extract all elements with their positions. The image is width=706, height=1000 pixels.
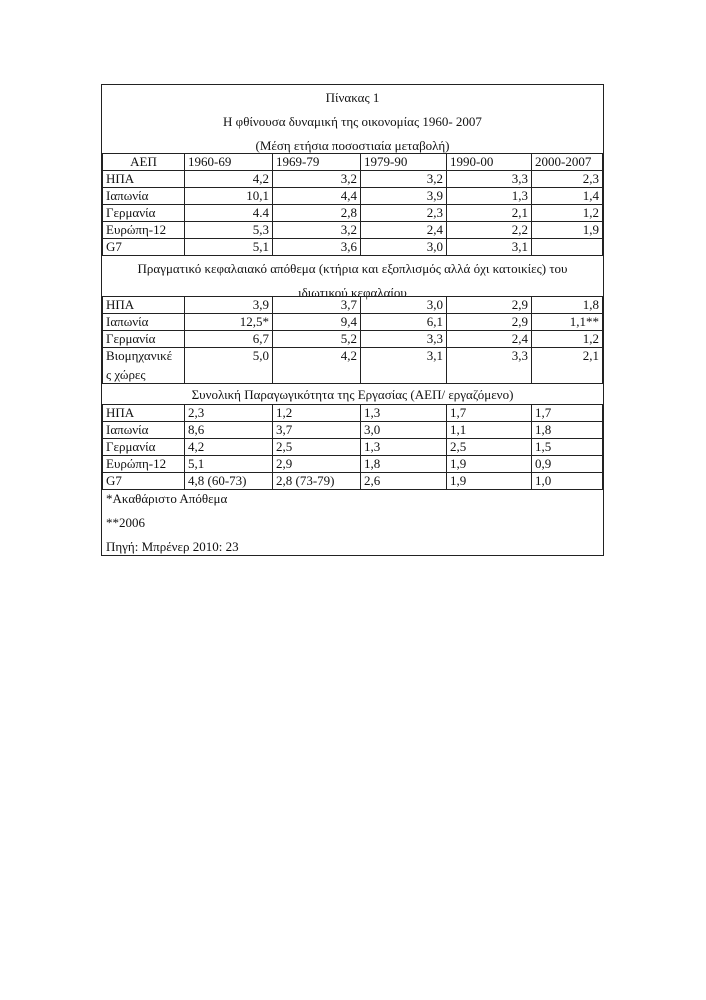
table-row xyxy=(103,473,603,490)
table-cell: 1,8 xyxy=(361,456,447,473)
table-cell: 2,3 xyxy=(532,171,603,188)
table-cell: 10,1 xyxy=(185,188,273,205)
footnote-gross-stock: *Ακαθάριστο Απόθεμα xyxy=(106,491,228,506)
table-cell: 2,8 (73-79) xyxy=(273,473,361,490)
table-cell: 1,2 xyxy=(532,205,603,222)
table-cell: 6,7 xyxy=(185,331,273,348)
table-cell: 4,2 xyxy=(273,348,361,384)
capital-table xyxy=(102,296,603,384)
table-cell: 2,3 xyxy=(361,205,447,222)
table-cell: 1,4 xyxy=(532,188,603,205)
table-cell: 3,0 xyxy=(361,422,447,439)
capital-section-title: Πραγματικό κεφαλαιακό απόθεμα (κτήρια και εξοπλισμός αλλά όχι κατοικίες) του xyxy=(137,261,568,276)
table-cell: 5,0 xyxy=(185,348,273,384)
table-cell xyxy=(532,239,603,256)
table-cell: 2,3 xyxy=(185,405,273,422)
table-row xyxy=(103,239,603,256)
row-label-line: Βιομηχανικέ xyxy=(106,348,173,363)
column-header: 1969-79 xyxy=(273,154,361,171)
table-cell: 2,6 xyxy=(361,473,447,490)
table-cell: 3,9 xyxy=(185,297,273,314)
table-cell: 1,9 xyxy=(532,222,603,239)
table-cell: 3,6 xyxy=(273,239,361,256)
table-row xyxy=(103,171,603,188)
table-cell: 4,2 xyxy=(185,171,273,188)
table-cell: 2,1 xyxy=(532,348,603,384)
row-label: ΗΠΑ xyxy=(103,405,185,422)
table-cell: 4.4 xyxy=(185,205,273,222)
table-cell: 3,9 xyxy=(361,188,447,205)
table-frame xyxy=(101,84,604,556)
row-label: Ευρώπη-12 xyxy=(103,222,185,239)
row-label: Ιαπωνία xyxy=(103,422,185,439)
table-row xyxy=(103,348,603,384)
table-cell: 1,5 xyxy=(532,439,603,456)
table-cell: 1,3 xyxy=(361,439,447,456)
table-cell: 1,9 xyxy=(447,473,532,490)
row-label: Γερμανία xyxy=(103,205,185,222)
table-cell: 3,1 xyxy=(361,348,447,384)
table-number: Πίνακας 1 xyxy=(325,90,380,105)
row-label: ΗΠΑ xyxy=(103,171,185,188)
table-cell: 9,4 xyxy=(273,314,361,331)
gdp-header-label: ΑΕΠ xyxy=(103,154,185,171)
table-row xyxy=(103,439,603,456)
table-cell: 2,9 xyxy=(447,314,532,331)
productivity-section-title: Συνολική Παραγωγικότητα της Εργασίας (ΑΕΠ/ εργαζόμενο) xyxy=(191,387,514,402)
table-cell: 3,0 xyxy=(361,239,447,256)
table-cell: 3,0 xyxy=(361,297,447,314)
table-cell: 2,8 xyxy=(273,205,361,222)
table-cell: 6,1 xyxy=(361,314,447,331)
table-row xyxy=(103,456,603,473)
table-cell: 3,3 xyxy=(361,331,447,348)
row-label: G7 xyxy=(103,473,185,490)
table-cell: 2,5 xyxy=(447,439,532,456)
table-cell: 1,2 xyxy=(532,331,603,348)
table-row xyxy=(103,422,603,439)
table-cell: 2,9 xyxy=(447,297,532,314)
table-cell: 2,1 xyxy=(447,205,532,222)
row-label: Ιαπωνία xyxy=(103,314,185,331)
table-cell: 1,8 xyxy=(532,297,603,314)
table-cell: 2,2 xyxy=(447,222,532,239)
table-row xyxy=(103,188,603,205)
table-row xyxy=(103,314,603,331)
capital-section-title-cont: ιδιωτικού κεφαλαίου xyxy=(298,285,407,300)
row-label: Γερμανία xyxy=(103,331,185,348)
row-label: Ευρώπη-12 xyxy=(103,456,185,473)
table-cell: 5,1 xyxy=(185,456,273,473)
table-cell: 0,9 xyxy=(532,456,603,473)
table-cell: 1,7 xyxy=(532,405,603,422)
source-note: Πηγή: Μπρένερ 2010: 23 xyxy=(106,539,239,554)
row-label xyxy=(103,348,185,384)
gdp-header-row xyxy=(103,154,603,171)
table-cell: 4,8 (60-73) xyxy=(185,473,273,490)
table-cell: 1,0 xyxy=(532,473,603,490)
table-cell: 3,7 xyxy=(273,422,361,439)
table-cell: 1,2 xyxy=(273,405,361,422)
table-cell: 2,9 xyxy=(273,456,361,473)
gdp-table xyxy=(102,153,603,256)
table-cell: 3,2 xyxy=(273,222,361,239)
table-cell: 1,1** xyxy=(532,314,603,331)
table-title: Η φθίνουσα δυναμική της οικονομίας 1960- 2007 xyxy=(223,114,482,129)
table-cell: 1,9 xyxy=(447,456,532,473)
footnote-year: **2006 xyxy=(106,515,145,530)
table-row xyxy=(103,297,603,314)
row-label: G7 xyxy=(103,239,185,256)
table-cell: 3,1 xyxy=(447,239,532,256)
table-cell: 3,2 xyxy=(361,171,447,188)
table-cell: 1,3 xyxy=(361,405,447,422)
table-row xyxy=(103,331,603,348)
column-header: 2000-2007 xyxy=(532,154,603,171)
row-label: Γερμανία xyxy=(103,439,185,456)
table-cell: 3,3 xyxy=(447,348,532,384)
table-cell: 4,2 xyxy=(185,439,273,456)
table-row xyxy=(103,205,603,222)
table-cell: 3,3 xyxy=(447,171,532,188)
column-header: 1960-69 xyxy=(185,154,273,171)
table-row xyxy=(103,222,603,239)
table-subtitle: (Μέση ετήσια ποσοστιαία μεταβολή) xyxy=(255,138,450,153)
table-cell: 2,4 xyxy=(361,222,447,239)
row-label: Ιαπωνία xyxy=(103,188,185,205)
table-cell: 5,3 xyxy=(185,222,273,239)
column-header: 1990-00 xyxy=(447,154,532,171)
table-cell: 3,7 xyxy=(273,297,361,314)
table-cell: 3,2 xyxy=(273,171,361,188)
table-cell: 1,8 xyxy=(532,422,603,439)
table-cell: 2,5 xyxy=(273,439,361,456)
table-cell: 4,4 xyxy=(273,188,361,205)
table-cell: 8,6 xyxy=(185,422,273,439)
column-header: 1979-90 xyxy=(361,154,447,171)
table-cell: 2,4 xyxy=(447,331,532,348)
table-cell: 1,1 xyxy=(447,422,532,439)
productivity-table xyxy=(102,404,603,490)
table-cell: 12,5* xyxy=(185,314,273,331)
table-cell: 5,2 xyxy=(273,331,361,348)
table-cell: 5,1 xyxy=(185,239,273,256)
table-row xyxy=(103,405,603,422)
table-cell: 1,7 xyxy=(447,405,532,422)
row-label: ΗΠΑ xyxy=(103,297,185,314)
table-cell: 1,3 xyxy=(447,188,532,205)
row-label-line: ς χώρες xyxy=(106,367,146,382)
